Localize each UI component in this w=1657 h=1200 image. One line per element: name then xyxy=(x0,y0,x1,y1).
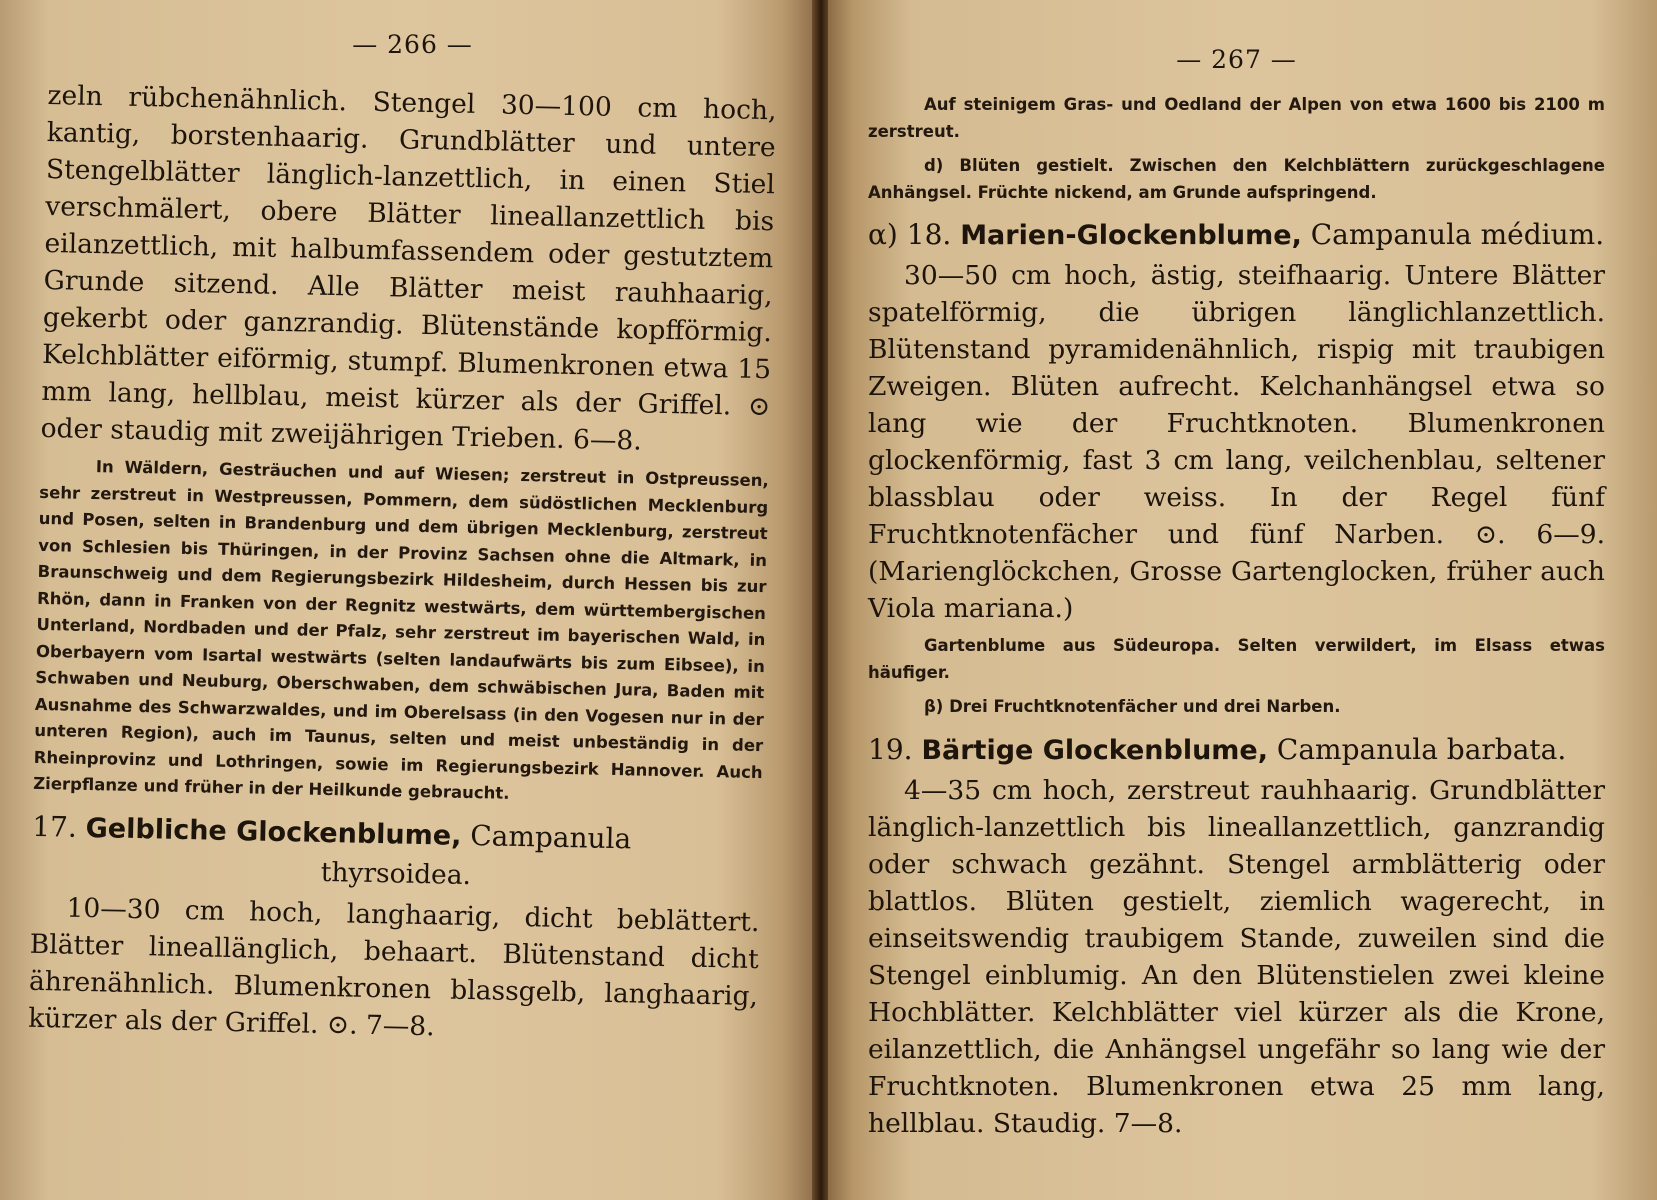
species-18-heading xyxy=(868,216,1605,255)
page-number-267: — 267 — xyxy=(1176,45,1297,74)
species-18-latin-name: Campanula médium. xyxy=(1310,218,1605,251)
species-19-latin-name: Campanula barbata. xyxy=(1276,732,1567,766)
right-page xyxy=(828,0,1657,1200)
species-18-german-name: Marien-Glockenblume, xyxy=(960,220,1302,251)
species-19-description: 4—35 cm hoch, zerstreut rauhhaarig. Grundblätter länglich-lanzettlich bis lineallanzettlich, ganzrandig oder schwach gezähnt. Stengel armblätterig oder blattlos. Blüten gestielt, ziemlich wagerecht, in einseitswendig traubigem Stande, zuweilen sind die Stengel einblumig. An den Blütenstielen zwei kleine Hochblätter. Kelchblätter viel kürzer als die Krone, eilanzettlich, die Anhängsel ungefähr so lang wie der Fruchtknoten. Blumenkronen etwa 25 mm lang, hellblau. Staudig. 7—8. xyxy=(868,774,1605,1139)
species-17-latin-name-cont: thyrsoidea. xyxy=(320,856,472,891)
species-17-number: 17. xyxy=(31,809,78,844)
habitat-note: Auf steinigem Gras- und Oedland der Alpen von etwa 1600 bis 2100 m zerstreut. xyxy=(868,95,1605,141)
species-19-number: 19. xyxy=(868,732,913,766)
species-17-description: 10—30 cm hoch, langhaarig, dicht beblättert. Blätter lineallänglich, behaart. Blütenstand dicht ährenähnlich. Blumenkronen blassgelb, langhaarig, kürzer als der Griffel. ⊙. 7—8. xyxy=(27,892,760,1042)
species-19-heading xyxy=(868,731,1605,770)
species-18-number: 18. xyxy=(906,218,952,251)
page-number-266: — 266 — xyxy=(352,30,473,59)
species-18-prefix: α) xyxy=(868,218,898,251)
species-17-german-name: Gelbliche Glockenblume, xyxy=(85,812,462,852)
distribution-note: In Wäldern, Gesträuchen und auf Wiesen; zerstreut in Ostpreussen, sehr zerstreut in Westpreussen, Pommern, dem südöstlichen Mecklenburg und Posen, selten in Brandenburg und dem übrigen Mecklenburg, zerstreut von Schlesien bis Thüringen, in der Provinz Sachsen ohne die Altmark, in Braunschweig und dem Regierungsbezirk Hildesheim, durch Hessen bis zur Rhön, dann in Franken von der Regnitz westwärts, dem württembergischen Unterland, Nordbaden und der Pfalz, sehr zerstreut im bayerischen Wald, in Oberbayern vom Isartal westwärts (selten landaufwärts bis zum Eibsee), in Schwaben und Neuburg, Oberschwaben, dem schwäbischen Jura, Baden mit Ausnahme des Schwarzwaldes, und im Oberelsass (in den Vogesen nur in der unteren Region), auch im Taunus, selten und meist unbeständig in der Rheinprovinz und Lothringen, sowie im Regierungsbezirk Hannover. Auch Zierpflanze und früher in der Heilkunde gebraucht. xyxy=(33,457,769,803)
species-18-description: 30—50 cm hoch, ästig, steifhaarig. Untere Blätter spatelförmig, die übrigen länglichlanzettlich. Blütenstand pyramidenähnlich, rispig mit traubigen Zweigen. Blüten aufrecht. Kelchanhängsel etwa so lang wie der Fruchtknoten. Blumenkronen glockenförmig, fast 3 cm lang, veilchenblau, seltener blassblau oder weiss. In der Regel fünf Fruchtknotenfächer und fünf Narben. ⊙. 6—9. (Marienglöckchen, Grosse Gartenglocken, früher auch Viola mariana.) xyxy=(868,260,1605,624)
left-page xyxy=(0,0,815,1200)
intro-paragraph: zeln rübchenähnlich. Stengel 30—100 cm hoch, kantig, borstenhaarig. Grundblätter und untere Stengelblätter länglich-lanzettlich, in einen Stiel verschmälert, obere Blätter lineallanzettlich bis eilanzettlich, mit halbumfassendem oder gestutztem Grunde sitzend. Alle Blätter meist rauhhaarig, gekerbt oder ganzrandig. Blütenstände kopfförmig. Kelchblätter eiförmig, stumpf. Blumenkronen etwa 15 mm lang, hellblau, meist kürzer als der Griffel. ⊙ oder staudig mit zweijährigen Trieben. 6—8. xyxy=(40,79,777,457)
key-beta: β) Drei Fruchtknotenfächer und drei Narben. xyxy=(924,697,1341,716)
species-18-note: Gartenblume aus Südeuropa. Selten verwildert, im Elsass etwas häufiger. xyxy=(868,636,1605,682)
left-page-text xyxy=(28,77,777,1052)
species-19-german-name: Bärtige Glockenblume, xyxy=(921,734,1268,766)
key-d: d) Blüten gestielt. Zwischen den Kelchblättern zurückgeschlagene Anhängsel. Früchte nickend, am Grunde aufspringend. xyxy=(868,156,1605,202)
species-17-latin-name: Campanula xyxy=(469,818,632,855)
